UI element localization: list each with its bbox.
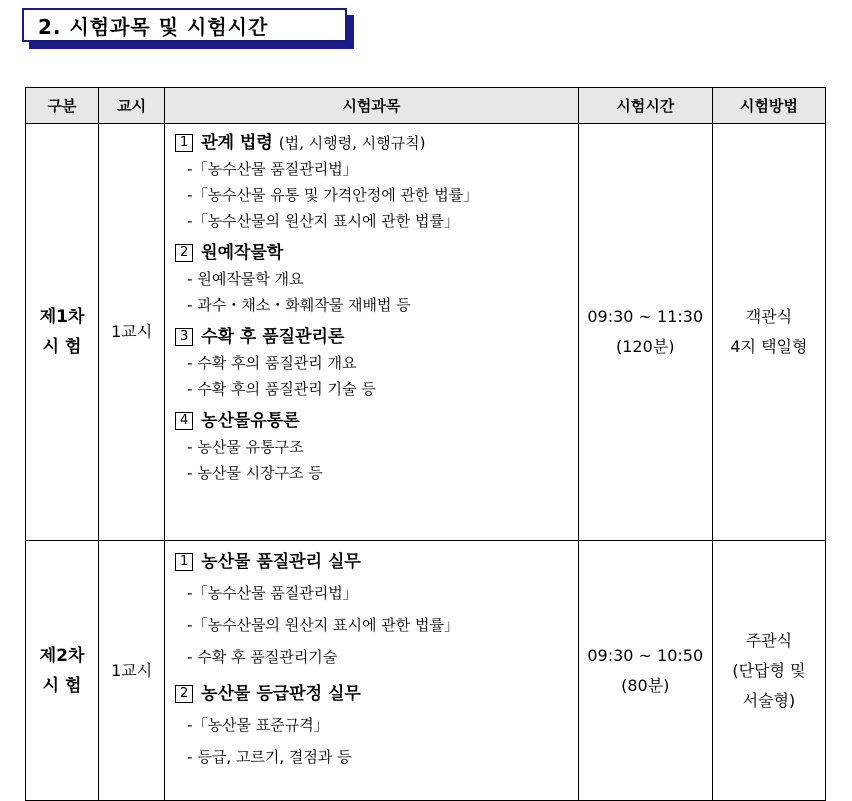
list-item: -「농수산물 유통 및 가격안정에 관한 법률」 <box>187 186 479 204</box>
section-number: 1 <box>175 134 193 152</box>
table-row-exam1 <box>26 124 826 541</box>
subject-section <box>175 408 578 486</box>
cell-subjects <box>165 541 579 801</box>
section-title: 농산물 품질관리 실무 <box>201 552 361 572</box>
subject-section <box>175 679 578 773</box>
section-title: 관계 법령 <box>201 133 273 153</box>
gubun-line: 시 험 <box>42 675 82 696</box>
table-row-exam2 <box>26 541 826 801</box>
section-number: 2 <box>175 685 193 703</box>
list-item: -「농수산물의 원산지 표시에 관한 법률」 <box>187 212 459 230</box>
col-header-time: 시험시간 <box>578 88 712 124</box>
cell-method <box>712 124 825 541</box>
method-line: 객관식 <box>745 307 793 326</box>
subject-section <box>175 240 578 318</box>
cell-gyosi: 1교시 <box>99 541 165 801</box>
subject-section <box>175 547 578 673</box>
list-item: - 원예작물학 개요 <box>187 270 304 288</box>
col-header-gubun: 구분 <box>26 88 99 124</box>
section-title: 농산물 등급판정 실무 <box>201 684 361 704</box>
time-range: 09:30 ~ 10:50 <box>587 645 704 665</box>
exam-table <box>25 87 826 801</box>
method-line: 4지 택일형 <box>730 337 808 356</box>
header-row <box>26 88 826 124</box>
section-title: 농산물유통론 <box>201 411 300 431</box>
section-heading <box>22 8 347 42</box>
gubun-line: 제2차 <box>39 645 85 666</box>
cell-gyosi: 1교시 <box>99 124 165 541</box>
section-note: (법, 시행령, 시행규칙) <box>278 134 426 152</box>
list-item: -「농수산물 품질관리법」 <box>187 160 358 178</box>
col-header-subject: 시험과목 <box>165 88 579 124</box>
section-number: 1 <box>175 553 193 571</box>
col-header-gyosi: 교시 <box>99 88 165 124</box>
list-item: -「농산물 표준규격」 <box>187 716 329 734</box>
gubun-line: 시 험 <box>42 337 82 357</box>
cell-time <box>578 541 712 801</box>
section-heading-text: 2. 시험과목 및 시험시간 <box>38 14 269 39</box>
list-item: - 수확 후 품질관리기술 <box>187 648 338 666</box>
time-range: 09:30 ~ 11:30 <box>587 307 704 326</box>
cell-gubun <box>26 124 99 541</box>
subject-section <box>175 130 578 234</box>
cell-method <box>712 541 825 801</box>
list-item: - 등급, 고르기, 결점과 등 <box>187 748 352 766</box>
list-item: - 농산물 시장구조 등 <box>187 464 323 482</box>
method-line: 주관식 <box>745 630 793 650</box>
time-duration: (120분) <box>616 337 675 356</box>
list-item: - 수확 후의 품질관리 개요 <box>187 354 357 372</box>
list-item: - 농산물 유통구조 <box>187 438 304 456</box>
section-title: 원예작물학 <box>201 243 284 263</box>
list-item: -「농수산물의 원산지 표시에 관한 법률」 <box>187 616 459 634</box>
method-line: (단답형 및 <box>732 660 806 680</box>
section-number: 3 <box>175 328 193 346</box>
section-number: 2 <box>175 244 193 262</box>
list-item: - 수확 후의 품질관리 기술 등 <box>187 380 376 398</box>
cell-subjects <box>165 124 579 541</box>
cell-gubun <box>26 541 99 801</box>
method-line: 서술형) <box>742 690 796 710</box>
section-title: 수확 후 품질관리론 <box>201 327 345 347</box>
col-header-method: 시험방법 <box>712 88 825 124</box>
gubun-line: 제1차 <box>39 307 85 327</box>
cell-time <box>578 124 712 541</box>
list-item: - 과수・채소・화훼작물 재배법 등 <box>187 296 411 314</box>
subject-section <box>175 324 578 402</box>
time-duration: (80분) <box>621 675 670 695</box>
list-item: -「농수산물 품질관리법」 <box>187 584 358 602</box>
section-number: 4 <box>175 412 193 430</box>
